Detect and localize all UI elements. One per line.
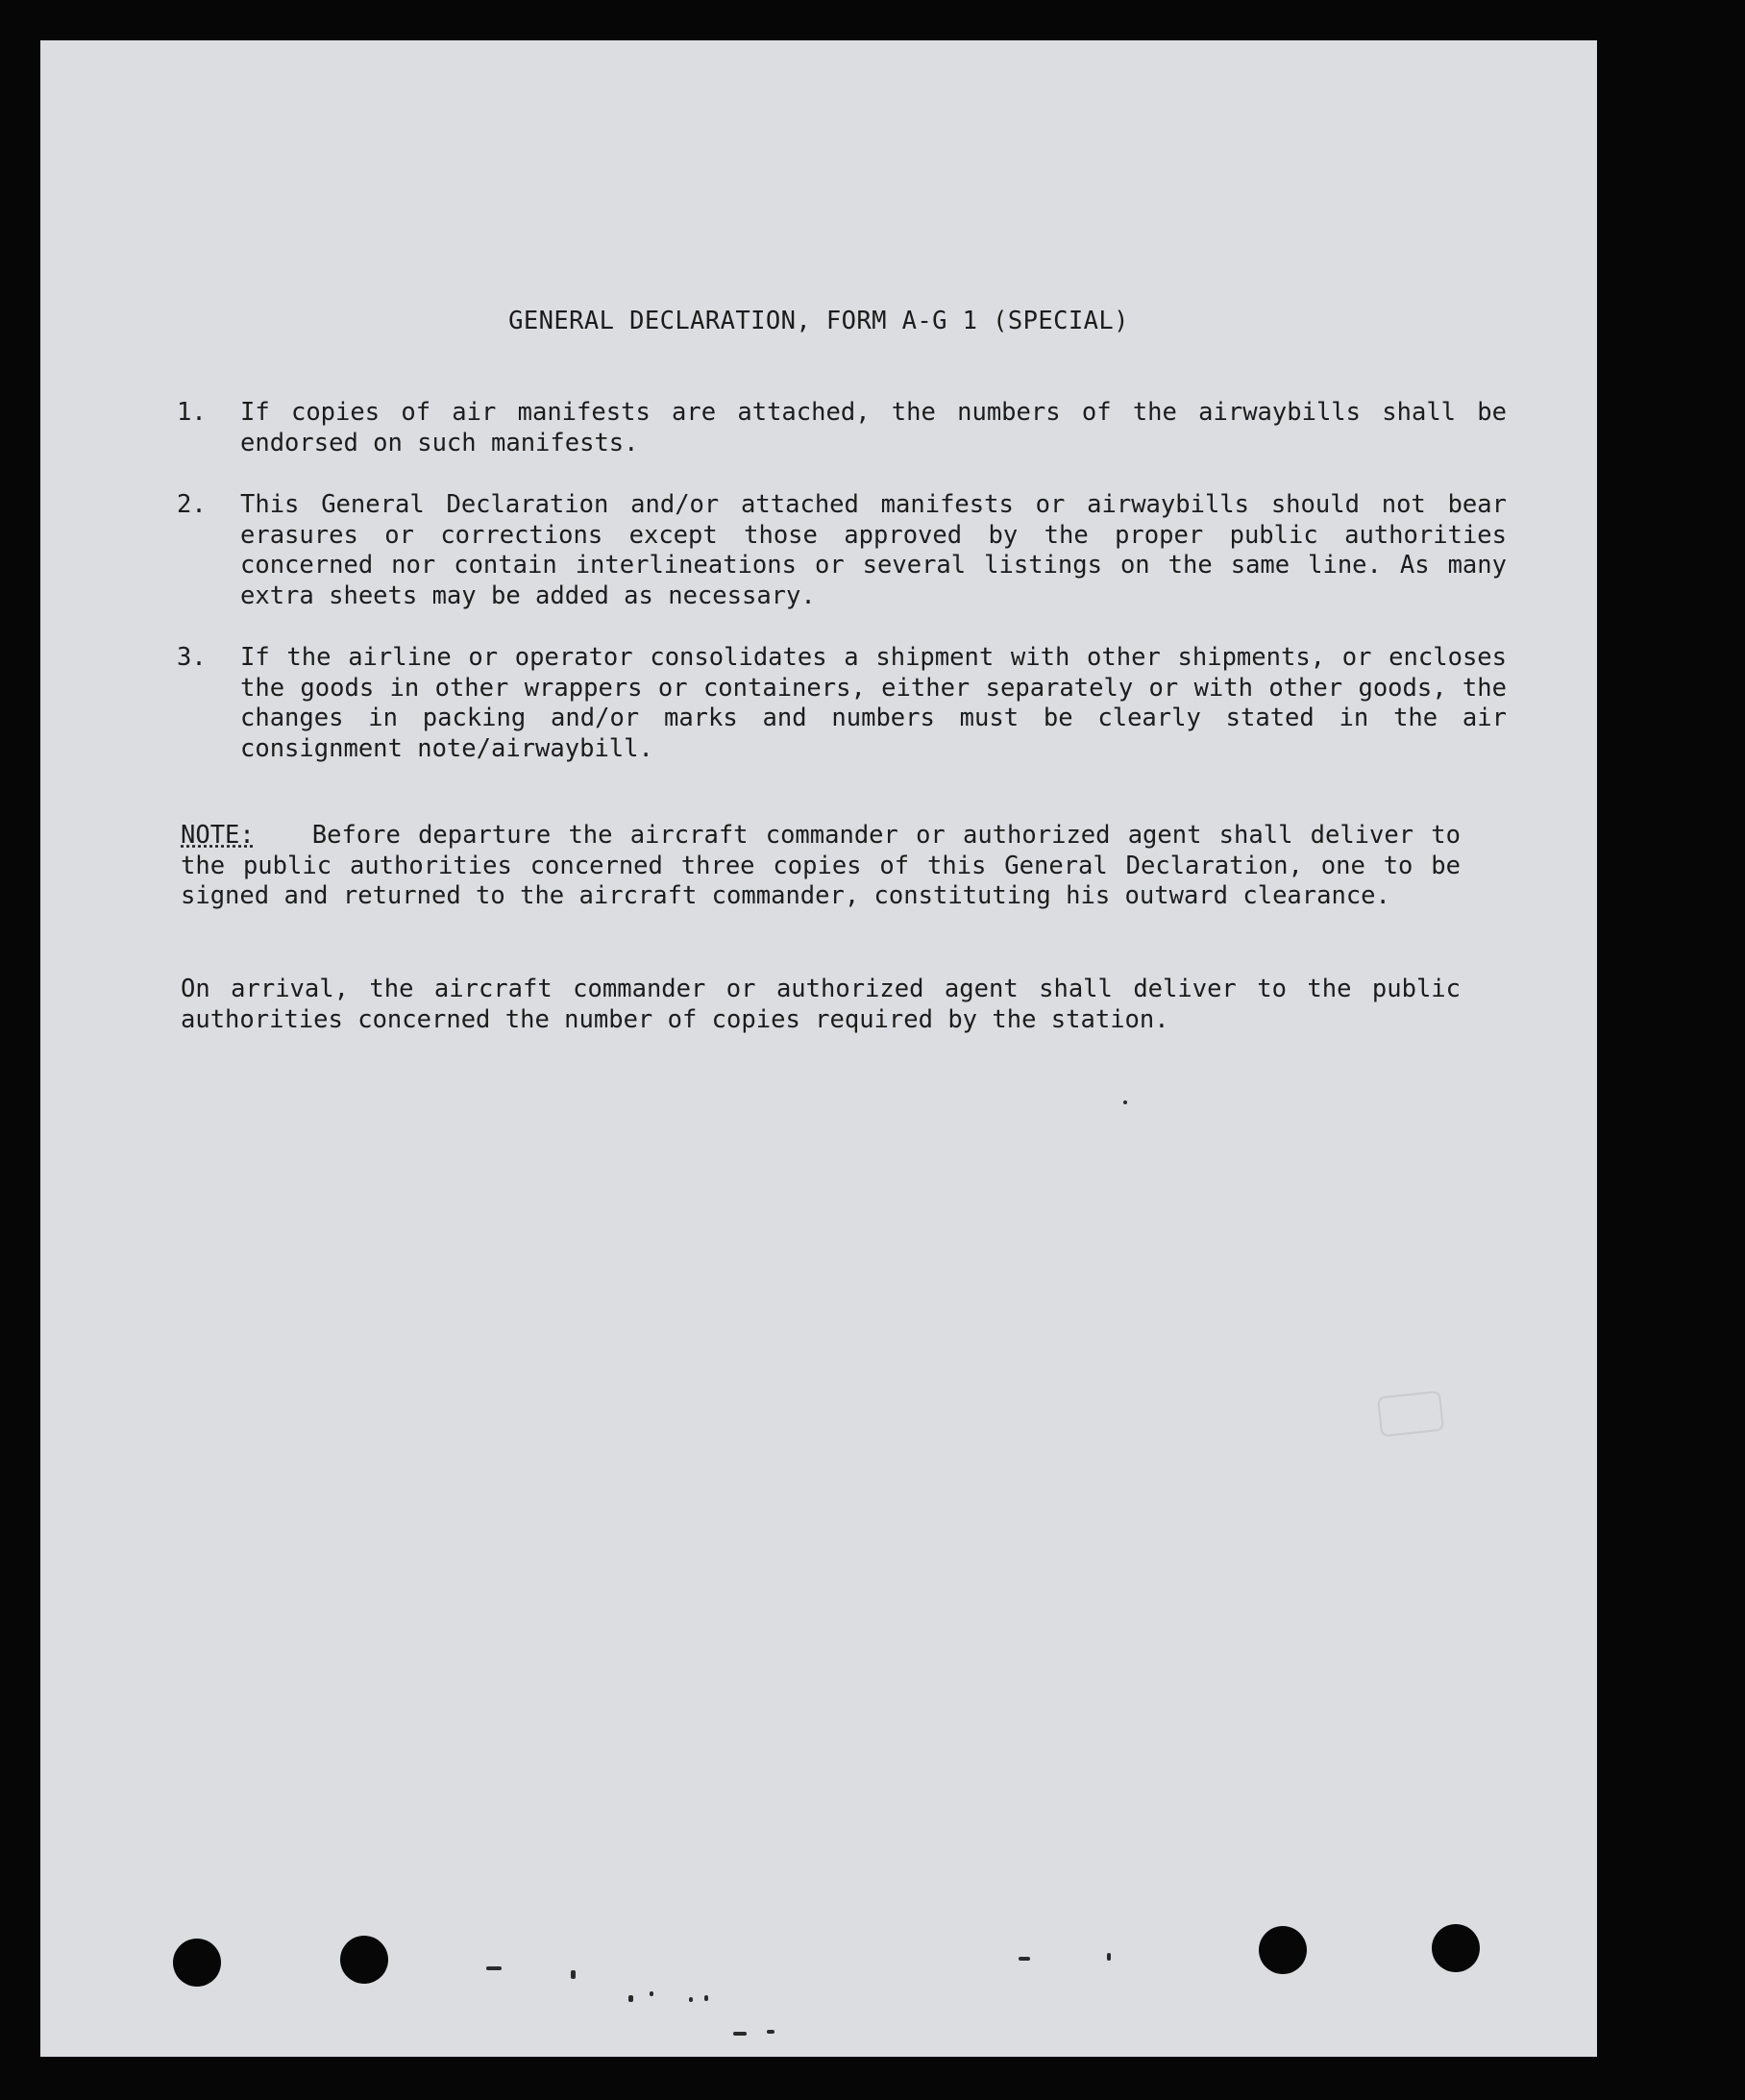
note-paragraph (181, 821, 1461, 912)
arrival-paragraph: On arrival, the aircraft commander or authorized agent shall deliver to the public authorities concerned the number of copies required by the station. (181, 975, 1461, 1034)
faint-stamp-mark (1377, 1391, 1444, 1438)
document-page (40, 40, 1597, 2057)
punch-hole (1259, 1926, 1307, 1974)
scan-speck (1019, 1957, 1030, 1961)
scan-speck (689, 1997, 693, 2002)
scan-speck (628, 1995, 633, 2002)
scan-speck (1107, 1953, 1111, 1961)
scan-speck (650, 1991, 653, 1996)
item-number: 3. (177, 643, 207, 672)
note-label: NOTE: (181, 821, 255, 850)
scan-speck (704, 1995, 708, 2001)
scan-speck (733, 2032, 747, 2036)
item-text: This General Declaration and/or attached manifests or airwaybills should not bear erasures or corrections except those approved by the proper public authorities concerned nor contain interlineations or several listings on the same line. As many extra sheets may be added as necessary. (240, 490, 1507, 610)
scan-speck (1123, 1100, 1127, 1104)
punch-hole (1432, 1924, 1480, 1972)
list-item (177, 643, 1507, 764)
note-text: Before departure the aircraft commander or authorized agent shall deliver to the public authorities concerned three copies of this General Declaration, one to be signed and returned to the aircraft commander, constituting his outward clearance. (181, 821, 1461, 910)
scan-speck (571, 1970, 576, 1979)
scan-speck (767, 2030, 774, 2034)
scan-speck (486, 1966, 502, 1970)
document-title: GENERAL DECLARATION, FORM A-G 1 (SPECIAL) (508, 307, 1129, 335)
list-item (177, 490, 1507, 611)
item-text: If the airline or operator consolidates a shipment with other shipments, or encloses the goods in other wrappers or containers, either separately or with other goods, the changes in packing and/or marks and numbers must be clearly stated in the air consignment note/airwaybill. (240, 643, 1507, 763)
item-text: If copies of air manifests are attached, the numbers of the airwaybills shall be endorsed on such manifests. (240, 398, 1507, 457)
punch-hole (173, 1939, 221, 1987)
item-number: 2. (177, 490, 207, 519)
item-number: 1. (177, 398, 207, 427)
list-item (177, 398, 1507, 458)
punch-hole (340, 1936, 388, 1984)
